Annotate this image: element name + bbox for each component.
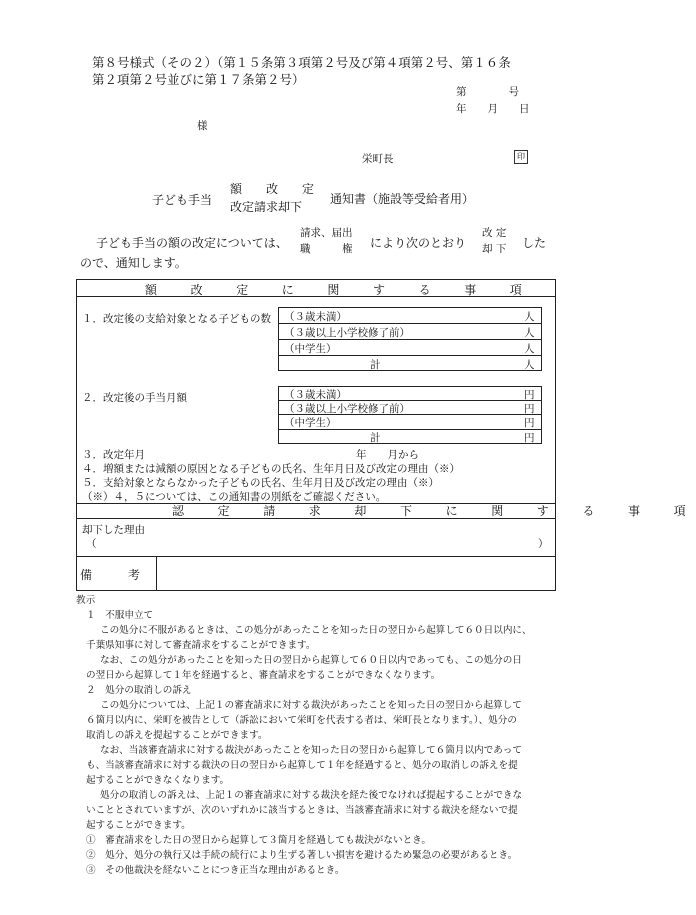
item4-text: ４．増額または減額の原因となる子どもの氏名、生年月日及び改定の理由（※） bbox=[82, 463, 460, 475]
monthly-amount-row-unit: 円 bbox=[524, 417, 535, 429]
instruction-line: この処分に不服があるときは、この処分があったことを知った日の翌日から起算して６０日以内に、 bbox=[100, 625, 532, 636]
instruction-line: いこととされていますが、次のいずれかに該当するときは、当該審査請求に対する裁決を経ないで提 bbox=[86, 805, 518, 816]
title-suffix: 通知書（施設等受給者用） bbox=[330, 192, 475, 206]
instruction-line: なお、この処分があったことを知った日の翌日から起算して６０日以内であっても、この処分の日 bbox=[100, 655, 522, 666]
instruction-line: 起することができます。 bbox=[86, 820, 191, 831]
revision-month-value: 年 月から bbox=[356, 449, 419, 461]
title-prefix: 子ども手当 bbox=[152, 193, 213, 207]
monthly-amount-row-unit: 円 bbox=[524, 403, 535, 415]
intro-alt2-upper: 改 定 bbox=[482, 227, 507, 239]
condition-item: ② 処分、処分の執行又は手続の続行により生ずる著しい損害を避けるため緊急の必要があるとき。 bbox=[86, 850, 518, 861]
seal-mark: 印 bbox=[514, 150, 528, 164]
remarks-top-rule bbox=[76, 556, 556, 557]
issuer-name: 栄町長 bbox=[362, 153, 394, 165]
monthly-amount-row-unit: 円 bbox=[524, 389, 535, 401]
section2-header-rule bbox=[76, 518, 556, 519]
intro-line2: ので、通知します。 bbox=[80, 256, 187, 270]
addressee-suffix: 様 bbox=[197, 120, 208, 132]
reason-paren-open: （ bbox=[86, 538, 97, 550]
intro-alt2-lower: 却 下 bbox=[482, 243, 507, 255]
monthly-amount-row-label: （３歳以上小学校修了前） bbox=[284, 403, 410, 415]
instruction-line: 取消しの訴えを提起することができます。 bbox=[86, 730, 268, 741]
intro-alt1-upper: 請求、届出 bbox=[300, 227, 353, 239]
instruction-line: この処分については、上記１の審査請求に対する裁決があったことを知った日の翌日から起算して bbox=[100, 700, 522, 711]
form-title-line2: 第２項第２号並びに第１７条第２号） bbox=[92, 72, 305, 87]
rejection-reason-label: 却下した理由 bbox=[82, 524, 145, 536]
child-count-row-unit: 人 bbox=[524, 327, 535, 339]
child-count-label: １．改定後の支給対象となる子どもの数 bbox=[82, 313, 271, 325]
instruction-line: の翌日から起算して１年を経過すると、審査請求をすることができなくなります。 bbox=[86, 670, 441, 681]
intro-part1: 子ども手当の額の改定については、 bbox=[96, 236, 288, 250]
child-count-row-unit: 人 bbox=[524, 343, 535, 355]
child-count-row-label: （３歳以上小学校修了前） bbox=[284, 327, 410, 339]
section2-header: 認 定 請 求 却 下 に 関 す る 事 項 bbox=[172, 504, 696, 518]
remarks-label: 備 考 bbox=[80, 568, 141, 582]
child-count-row-unit: 人 bbox=[524, 311, 535, 323]
revision-month-label: ３．改定年月 bbox=[82, 449, 145, 461]
reason-paren-close: ） bbox=[538, 538, 549, 550]
annex-note: （※）４，５については、この通知書の別紙をご確認ください。 bbox=[82, 491, 387, 503]
item5-text: ５．支給対象とならなかった子どもの氏名、生年月日及び改定の理由（※） bbox=[82, 477, 439, 489]
intro-part3: した bbox=[522, 236, 547, 250]
instruction-line: 千葉県知事に対して審査請求をすることができます。 bbox=[86, 640, 316, 651]
instruction-line: 処分の取消しの訴えは、上記１の審査請求に対する裁決を経た後でなければ提起することができな bbox=[100, 790, 523, 801]
monthly-amount-row-unit: 円 bbox=[524, 432, 535, 444]
title-option-lower: 改定請求却下 bbox=[230, 200, 303, 214]
child-count-row-label: （中学生） bbox=[284, 343, 337, 355]
section1-header: 額 改 定 に 関 す る 事 項 bbox=[145, 283, 533, 297]
title-option-upper: 額 改 定 bbox=[230, 182, 315, 196]
intro-part2: により次のとおり bbox=[370, 236, 467, 250]
child-count-total-label: 計 bbox=[370, 359, 381, 371]
heading-lawsuit: ２ 処分の取消しの訴え bbox=[86, 685, 192, 696]
document-date: 年 月 日 bbox=[456, 103, 530, 115]
document-number: 第 号 bbox=[456, 86, 519, 98]
instruction-line: ６箇月以内に、栄町を被告として（訴訟において栄町を代表する者は、栄町長となります。）、処分の bbox=[86, 715, 517, 726]
instructions-title: 教示 bbox=[76, 595, 96, 606]
condition-item: ① 審査請求をした日の翌日から起算して３箇月を経過しても裁決がないとき。 bbox=[86, 835, 431, 846]
instruction-line: なお、当該審査請求に対する裁決があったことを知った日の翌日から起算して６箇月以内であって bbox=[100, 745, 522, 756]
remarks-divider bbox=[156, 556, 157, 591]
monthly-amount-row-label: （中学生） bbox=[284, 417, 337, 429]
monthly-amount-total-label: 計 bbox=[370, 432, 381, 444]
heading-appeal: １ 不服申立て bbox=[86, 610, 154, 621]
child-count-row-unit: 人 bbox=[524, 359, 535, 371]
instruction-line: 起することができなくなります。 bbox=[86, 775, 230, 786]
intro-alt1-lower: 職 権 bbox=[300, 243, 353, 255]
monthly-amount-row-label: （３歳未満） bbox=[284, 389, 347, 401]
monthly-amount-label: ２．改定後の手当月額 bbox=[82, 392, 187, 404]
form-title-line1: 第８号様式（その２）（第１５条第３項第２号及び第４項第２号、第１６条 bbox=[92, 55, 511, 70]
instruction-line: も、当該審査請求に対する裁決の日の翌日から起算して１年を経過すると、処分の取消しの訴えを提 bbox=[86, 760, 518, 771]
child-count-row-label: （３歳未満） bbox=[284, 311, 347, 323]
condition-item: ③ その他裁決を経ないことにつき正当な理由があるとき。 bbox=[86, 865, 345, 876]
